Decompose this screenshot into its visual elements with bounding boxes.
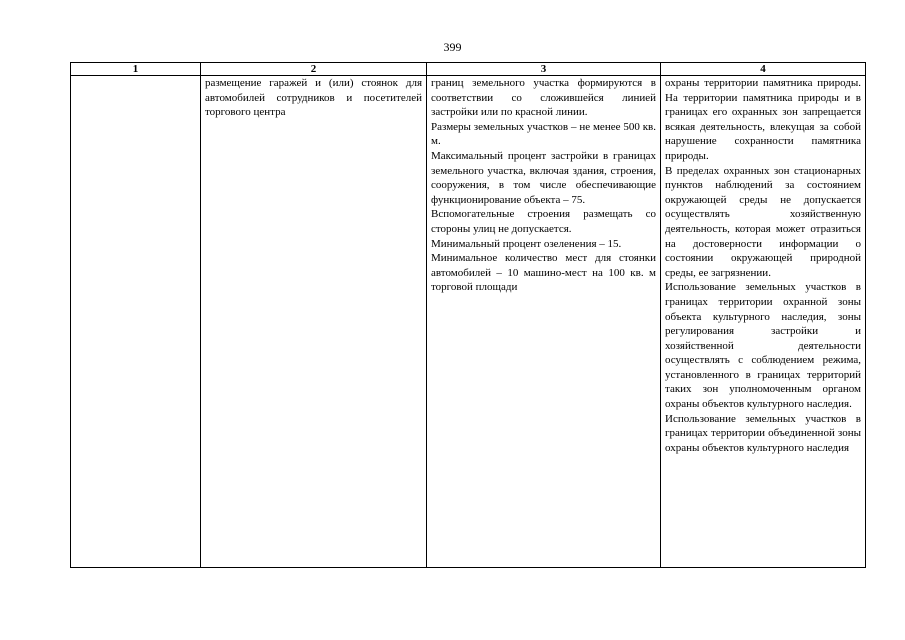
column-header-3: 3 xyxy=(427,63,661,76)
cell-col-4 xyxy=(661,76,866,568)
paragraph: В пределах охранных зон стационарных пунктов наблюдений за состоянием окружающей среды не допускается осуществлять хозяйственную деятельность, которая может отразиться на достоверности информации о состоянии окружающей природной среды, ее загрязнении. xyxy=(665,164,861,279)
paragraph: Вспомогательные строения размещать со стороны улиц не допускается. xyxy=(431,208,656,235)
paragraph: охраны территории памятника природы. На территории памятника природы и в границах его охранных зон запрещается всякая деятельность, влекущая за собой нарушение сохранности памятника природы. xyxy=(665,77,861,162)
paragraph: Использование земельных участков в границах территории охранной зоны объекта культурного наследия, зоны регулирования застройки и хозяйственной деятельности осуществлять с соблюдением режима, установленного в границах территорий таких зон уполномоченным органом охраны объектов культурного наследия. xyxy=(665,281,861,411)
paragraph: Минимальный процент озеленения – 15. xyxy=(431,237,622,250)
paragraph: Использование земельных участков в границах территории объединенной зоны охраны объектов культурного наследия xyxy=(665,412,861,454)
cell-col-2 xyxy=(201,76,427,568)
paragraph: Минимальное количество мест для стоянки автомобилей – 10 машино-мест на 100 кв. м торговой площади xyxy=(431,252,656,294)
column-header-2: 2 xyxy=(201,63,427,76)
column-header-1: 1 xyxy=(71,63,201,76)
column-header-4: 4 xyxy=(661,63,866,76)
paragraph: Размеры земельных участков – не менее 500 кв. м. xyxy=(431,120,656,148)
page-number: 399 xyxy=(443,40,462,54)
table-row xyxy=(71,76,866,568)
cell-col-3 xyxy=(427,76,661,568)
table-header-row xyxy=(71,63,866,76)
paragraph: Максимальный процент застройки в границах земельного участка, включая здания, строения, сооружения, в том числе обеспечивающие функционирование объекта – 75. xyxy=(431,149,656,206)
cell-col-1 xyxy=(71,76,201,568)
paragraph: границ земельного участка формируются в соответствии со сложившейся линией застройки или по красной линии. xyxy=(431,77,656,119)
document-table xyxy=(70,62,866,568)
paragraph: размещение гаражей и (или) стоянок для автомобилей сотрудников и посетителей торгового центра xyxy=(205,77,422,119)
